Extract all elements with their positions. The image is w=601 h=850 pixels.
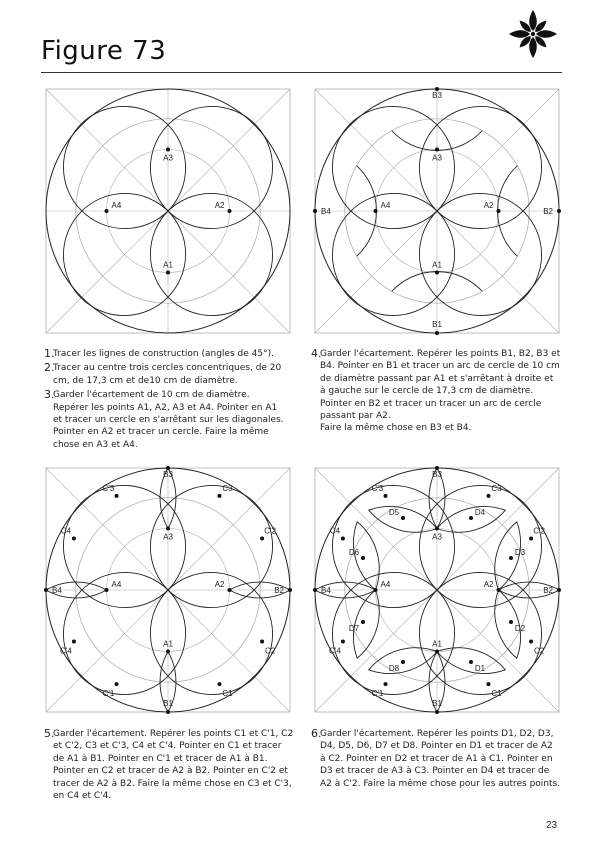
point-label-b1: B1 bbox=[163, 699, 173, 708]
instructions-column-2 bbox=[311, 348, 561, 437]
point-d1 bbox=[469, 660, 473, 664]
title-rule bbox=[41, 72, 562, 73]
point-label-d6: D6 bbox=[348, 548, 360, 557]
point-label-a2: A2 bbox=[214, 580, 225, 589]
point-label-a2: A2 bbox=[483, 201, 494, 210]
step-5 bbox=[44, 728, 294, 802]
step-6 bbox=[311, 728, 561, 790]
step-2 bbox=[44, 362, 284, 387]
point-c2 bbox=[529, 639, 533, 643]
step-text: Tracer les lignes de construction (angles de 45°). bbox=[53, 349, 274, 359]
point-cp3 bbox=[384, 494, 388, 498]
point-a4 bbox=[105, 588, 109, 592]
point-label-b2: B2 bbox=[543, 207, 553, 216]
point-label-b4: B4 bbox=[321, 207, 331, 216]
point-label-a4: A4 bbox=[380, 580, 391, 589]
point-a1 bbox=[166, 650, 170, 654]
point-label-cp4: C'4 bbox=[329, 646, 341, 656]
point-b2 bbox=[288, 588, 292, 592]
figure-step-3 bbox=[45, 88, 291, 334]
point-d3 bbox=[509, 556, 513, 560]
point-cp1 bbox=[115, 682, 119, 686]
point-b4 bbox=[313, 588, 317, 592]
point-a2 bbox=[497, 588, 501, 592]
point-label-c3: C3 bbox=[222, 483, 233, 493]
point-label-b4: B4 bbox=[52, 586, 62, 595]
step-number: 6. bbox=[311, 727, 322, 740]
step-number: 2. bbox=[44, 361, 55, 375]
point-label-cp4: C'4 bbox=[60, 646, 72, 656]
point-label-c1: C1 bbox=[491, 689, 502, 699]
point-label-c2: C2 bbox=[533, 646, 545, 656]
point-label-a4: A4 bbox=[380, 201, 391, 210]
step-1 bbox=[44, 348, 284, 360]
point-a2 bbox=[228, 588, 232, 592]
step-number: 5. bbox=[44, 727, 55, 740]
instructions-column-1 bbox=[44, 348, 284, 453]
point-c4 bbox=[72, 537, 76, 541]
point-a1 bbox=[435, 650, 439, 654]
step-number: 4. bbox=[311, 347, 322, 360]
point-d7 bbox=[361, 620, 365, 624]
figure-step-4 bbox=[314, 88, 560, 334]
point-label-a1: A1 bbox=[432, 260, 442, 270]
point-label-d7: D7 bbox=[348, 624, 360, 633]
page-number: 23 bbox=[546, 820, 558, 831]
point-b2 bbox=[557, 209, 561, 213]
step-text: Garder l'écartement. Repérer les points B1, B2, B3 et B4. Pointer en B1 et tracer un arc de cercle de 10 cm de diamètre passant par A1 et s'arrêtant à droite et à gauche sur le cercle de 17,3 cm de diamètre. Pointer en B2 et tracer un tracer un arc de cercle passant par A2. bbox=[320, 349, 561, 422]
point-d4 bbox=[469, 516, 473, 520]
point-label-d5: D5 bbox=[388, 508, 400, 517]
point-a1 bbox=[435, 271, 439, 275]
point-label-cp2: C'2 bbox=[264, 526, 276, 536]
point-b1 bbox=[435, 331, 439, 335]
point-label-cp3: C'3 bbox=[371, 483, 384, 493]
point-d5 bbox=[401, 516, 405, 520]
page-title: Figure 73 bbox=[41, 36, 167, 66]
point-label-b3: B3 bbox=[432, 470, 442, 479]
point-a2 bbox=[228, 209, 232, 213]
point-b4 bbox=[44, 588, 48, 592]
point-b1 bbox=[166, 710, 170, 714]
point-d6 bbox=[361, 556, 365, 560]
point-label-a2: A2 bbox=[214, 201, 225, 210]
point-cp2 bbox=[529, 537, 533, 541]
point-d8 bbox=[401, 660, 405, 664]
point-cp1 bbox=[384, 682, 388, 686]
point-label-a3: A3 bbox=[163, 532, 173, 542]
step-3 bbox=[44, 389, 284, 451]
point-label-cp1: C'1 bbox=[102, 689, 115, 699]
step-text-continued: Faire la même chose en B3 et B4. bbox=[320, 423, 472, 434]
figure-step-5 bbox=[45, 467, 291, 713]
point-c4 bbox=[341, 537, 345, 541]
point-label-a2: A2 bbox=[483, 580, 494, 589]
point-c3 bbox=[486, 494, 490, 498]
point-cp3 bbox=[115, 494, 119, 498]
point-b4 bbox=[313, 209, 317, 213]
figure-step-6 bbox=[314, 467, 560, 713]
point-label-cp2: C'2 bbox=[533, 526, 545, 536]
step-text: Garder l'écartement de 10 cm de diamètre. Repérer les points A1, A2, A3 et A4. Pointer en A1 et tracer un cercle en s'arrêtant sur les diagonales. Pointer en A2 et tracer un cercle. Faire la même chose en A3 et A4. bbox=[53, 390, 284, 450]
point-label-c2: C2 bbox=[264, 646, 276, 656]
point-a1 bbox=[166, 271, 170, 275]
point-label-d3: D3 bbox=[514, 548, 526, 557]
point-label-a3: A3 bbox=[163, 153, 173, 163]
point-label-c1: C1 bbox=[222, 689, 233, 699]
point-a3 bbox=[435, 527, 439, 531]
point-label-c4: C4 bbox=[60, 526, 72, 536]
point-label-d8: D8 bbox=[388, 664, 400, 673]
step-text: Garder l'écartement. Repérer les points C1 et C'1, C2 et C'2, C3 et C'3, C4 et C'4. Pointer en C1 et tracer de A1 à B1. Pointer en C'1 et tracer de A1 à B1. Pointer en C2 et tracer de A2 à B2. Pointer en C'2 et tracer de A2 à B2. Faire la même chose en C3 et C'3, en C4 et C'4. bbox=[53, 729, 294, 802]
point-label-a4: A4 bbox=[111, 580, 122, 589]
point-c3 bbox=[217, 494, 221, 498]
point-label-b4: B4 bbox=[321, 586, 331, 595]
instructions-column-4 bbox=[311, 728, 561, 792]
point-cp2 bbox=[260, 537, 264, 541]
point-a4 bbox=[374, 588, 378, 592]
flower-logo-icon bbox=[507, 8, 559, 60]
point-label-a3: A3 bbox=[432, 153, 442, 163]
step-number: 1. bbox=[44, 347, 55, 360]
point-a4 bbox=[374, 209, 378, 213]
point-label-c3: C3 bbox=[491, 483, 502, 493]
point-label-a1: A1 bbox=[432, 639, 442, 649]
instructions-column-3 bbox=[44, 728, 294, 804]
point-cp4 bbox=[72, 639, 76, 643]
point-c2 bbox=[260, 639, 264, 643]
point-label-a1: A1 bbox=[163, 639, 173, 649]
point-b1 bbox=[435, 710, 439, 714]
step-text: Garder l'écartement. Repérer les points D1, D2, D3, D4, D5, D6, D7 et D8. Pointer en D1 et tracer de A2 à C2. Pointer en D2 et tracer de A1 à C1. Pointer en D3 et tracer de A3 à C3. Pointer en D4 et tracer de A2 à C'2. Faire la même chose pour les autres points. bbox=[320, 729, 561, 789]
point-a4 bbox=[105, 209, 109, 213]
point-label-a4: A4 bbox=[111, 201, 122, 210]
point-a3 bbox=[166, 148, 170, 152]
point-c1 bbox=[217, 682, 221, 686]
point-label-d2: D2 bbox=[514, 624, 526, 633]
point-a2 bbox=[497, 209, 501, 213]
point-label-b3: B3 bbox=[432, 91, 442, 100]
step-text: Tracer au centre trois cercles concentriques, de 20 cm, de 17,3 cm et de10 cm de diamètre. bbox=[53, 363, 282, 386]
point-cp4 bbox=[341, 639, 345, 643]
point-label-b1: B1 bbox=[432, 320, 442, 329]
point-c1 bbox=[486, 682, 490, 686]
step-number: 3. bbox=[44, 388, 55, 402]
point-label-cp1: C'1 bbox=[371, 689, 384, 699]
point-b2 bbox=[557, 588, 561, 592]
point-label-d4: D4 bbox=[474, 508, 486, 517]
point-label-c4: C4 bbox=[329, 526, 341, 536]
point-label-a1: A1 bbox=[163, 260, 173, 270]
point-d2 bbox=[509, 620, 513, 624]
point-label-b2: B2 bbox=[274, 586, 284, 595]
point-a3 bbox=[435, 148, 439, 152]
point-label-b3: B3 bbox=[163, 470, 173, 479]
point-label-b2: B2 bbox=[543, 586, 553, 595]
point-label-cp3: C'3 bbox=[102, 483, 115, 493]
point-label-a3: A3 bbox=[432, 532, 442, 542]
point-label-b1: B1 bbox=[432, 699, 442, 708]
point-a3 bbox=[166, 527, 170, 531]
step-4 bbox=[311, 348, 561, 435]
point-label-d1: D1 bbox=[474, 664, 486, 673]
